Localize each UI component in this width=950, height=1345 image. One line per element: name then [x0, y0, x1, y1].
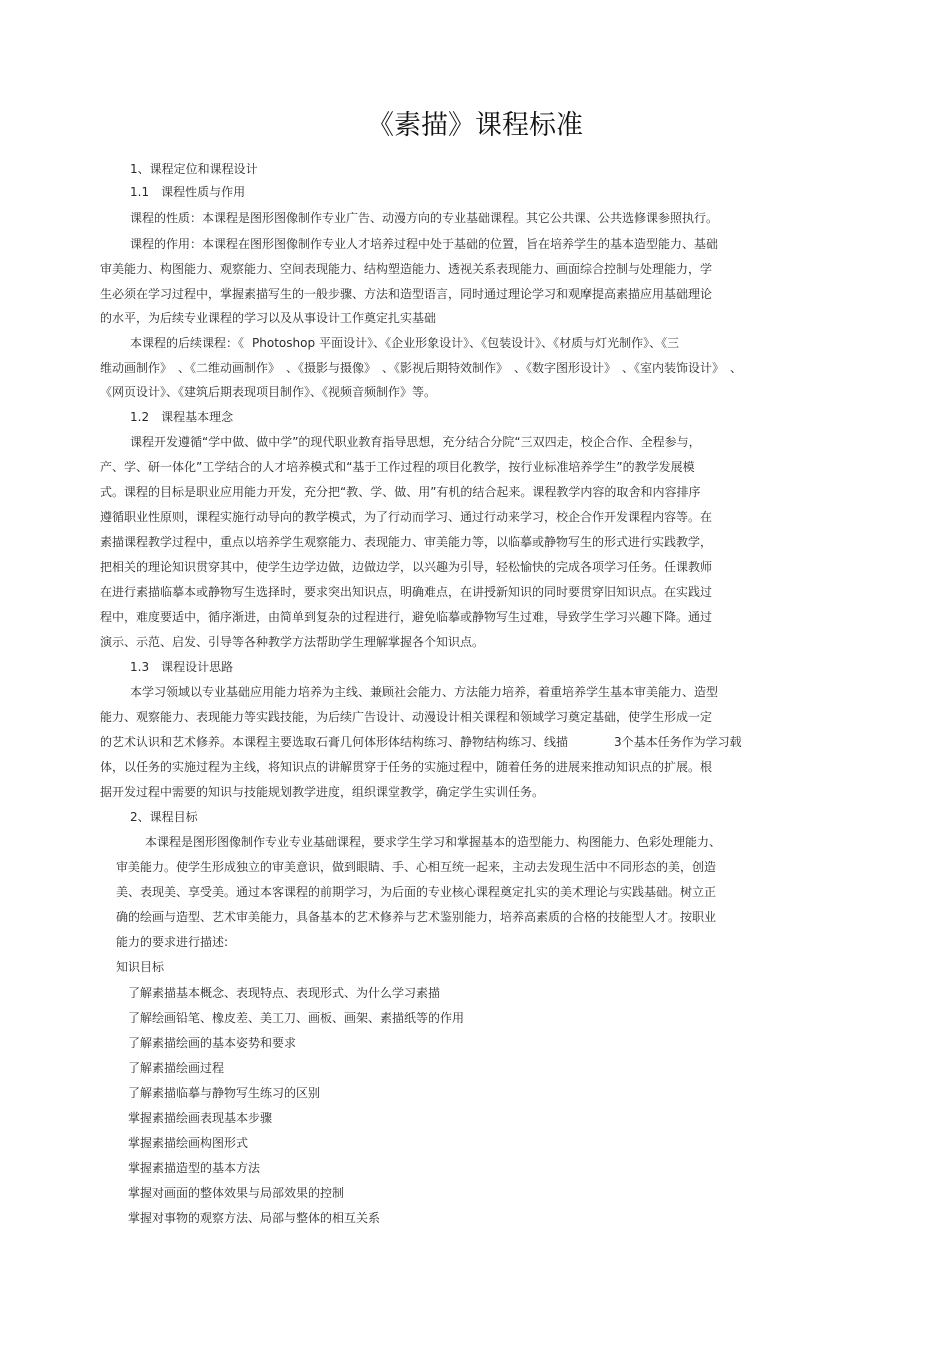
concept-line: 在进行素描临摹本或静物写生选择时，要求突出知识点，明确难点，在讲授新知识的同时要贯穿旧知识点。在实践过: [100, 585, 713, 599]
design-text: 3个基本任务作为学习载: [614, 735, 742, 749]
knowledge-goal-item: 了解素描绘画的基本姿势和要求: [128, 1036, 297, 1050]
knowledge-goal-item: 掌握素描绘画表现基本步骤: [128, 1111, 273, 1125]
knowledge-goal-item: 掌握对画面的整体效果与局部效果的控制: [128, 1186, 345, 1200]
subsection-1-3-heading: 1.3 课程设计思路: [130, 660, 234, 674]
design-line: 能力、观察能力、表现能力等实践技能，为后续广告设计、动漫设计相关课程和领域学习奠定基础，使学生形成一定: [100, 710, 713, 724]
followup-courses-line: 维动画制作》 、《二维动画制作》 、《摄影与摄像》 、《影视后期特效制作》 、《数字图形设计》 、《室内装饰设计》 、: [100, 361, 743, 375]
knowledge-goal-item: 掌握对事物的观察方法、局部与整体的相互关系: [128, 1211, 381, 1225]
design-line: [100, 734, 742, 750]
objective-line: 本课程是图形图像制作专业专业基础课程，要求学生学习和掌握基本的造型能力、构图能力、色彩处理能力、: [145, 835, 722, 849]
course-role-line: 课程的作用：本课程在图形图像制作专业人才培养过程中处于基础的位置，旨在培养学生的基本造型能力、基础: [130, 237, 719, 251]
design-line: 本学习领域以专业基础应用能力培养为主线、兼顾社会能力、方法能力培养，着重培养学生基本审美能力、造型: [130, 685, 719, 699]
design-line: 体，以任务的实施过程为主线，将知识点的讲解贯穿于任务的实施过程中，随着任务的进展来推动知识点的扩展。根: [100, 760, 713, 774]
section-1-heading: 1、课程定位和课程设计: [130, 162, 258, 176]
concept-line: 产、学、研一体化”工学结合的人才培养模式和“基于工作过程的项目化教学，按行业标准培养学生”的教学发展模: [100, 460, 695, 474]
knowledge-goal-item: 掌握素描造型的基本方法: [128, 1161, 261, 1175]
objective-line: 确的绘画与造型、艺术审美能力，具备基本的艺术修养与艺术鉴别能力，培养高素质的合格的技能型人才。按职业: [116, 910, 717, 924]
course-role-line: 审美能力、构图能力、观察能力、空间表现能力、结构塑造能力、透视关系表现能力、画面综合控制与处理能力，学: [100, 262, 713, 276]
followup-courses-line: 《网页设计》、《建筑后期表现项目制作》、《视频音频制作》等。: [100, 385, 437, 399]
subsection-1-1-heading: 1.1 课程性质与作用: [130, 185, 246, 199]
concept-line: 式。课程的目标是职业应用能力开发，充分把“教、学、做、用”有机的结合起来。课程教学内容的取舍和内容排序: [100, 485, 701, 499]
knowledge-goal-item: 了解素描临摹与静物写生练习的区别: [128, 1086, 321, 1100]
document-title: 《素描》课程标准: [367, 110, 583, 141]
concept-line: 演示、示范、启发、引导等各种教学方法帮助学生理解掌握各个知识点。: [100, 635, 485, 649]
section-2-heading: 2、课程目标: [130, 810, 198, 824]
concept-line: 课程开发遵循“学中做、做中学”的现代职业教育指导思想，充分结合分院“三双四走，校企合作、全程参与，: [130, 435, 701, 449]
followup-text: 本课程的后续课程：《: [130, 336, 245, 350]
objective-line: 能力的要求进行描述:: [116, 935, 229, 949]
subsection-1-2-heading: 1.2 课程基本理念: [130, 410, 234, 424]
design-text: 的艺术认识和艺术修养。本课程主要选取石膏几何体形体结构练习、静物结构练习、线描: [100, 735, 569, 749]
concept-line: 遵循职业性原则，课程实施行动导向的教学模式，为了行动而学习、通过行动来学习，校企合作开发课程内容等。在: [100, 510, 713, 524]
knowledge-goal-item: 了解素描基本概念、表现特点、表现形式、为什么学习素描: [128, 986, 441, 1000]
knowledge-goal-item: 了解素描绘画过程: [128, 1061, 225, 1075]
course-role-line: 的水平，为后续专业课程的学习以及从事设计工作奠定扎实基础: [100, 311, 437, 325]
objective-line: 美、表现美、享受美。通过本客课程的前期学习，为后面的专业核心课程奠定扎实的美术理论与实践基础。树立正: [116, 885, 717, 899]
knowledge-goals-heading: 知识目标: [116, 960, 165, 974]
followup-text: Photoshop: [252, 336, 316, 350]
knowledge-goal-item: 了解绘画铅笔、橡皮差、美工刀、画板、画架、素描纸等的作用: [128, 1011, 465, 1025]
followup-courses-line: [130, 335, 679, 351]
objective-line: 审美能力。使学生形成独立的审美意识，做到眼睛、手、心相互统一起来，主动去发现生活中不同形态的美，创造: [116, 860, 717, 874]
followup-text: 平面设计》、《企业形象设计》、《包装设计》、《材质与灯光制作》、《三: [319, 336, 680, 350]
course-role-line: 生必须在学习过程中，掌握素描写生的一般步骤、方法和造型语言，同时通过理论学习和观摩提高素描应用基础理论: [100, 287, 713, 301]
concept-line: 素描课程教学过程中，重点以培养学生观察能力、表现能力、审美能力等，以临摹或静物写生的形式进行实践教学，: [100, 535, 713, 549]
concept-line: 程中，难度要适中，循序渐进，由简单到复杂的过程进行，避免临摹或静物写生过难，导致学生学习兴趣下降。通过: [100, 610, 713, 624]
knowledge-goal-item: 掌握素描绘画构图形式: [128, 1136, 249, 1150]
design-line: 据开发过程中需要的知识与技能规划教学进度，组织课堂教学，确定学生实训任务。: [100, 785, 545, 799]
concept-line: 把相关的理论知识贯穿其中，使学生边学边做，边做边学，以兴趣为引导，轻松愉快的完成各项学习任务。任课教师: [100, 560, 713, 574]
course-nature-paragraph: 课程的性质：本课程是图形图像制作专业广告、动漫方向的专业基础课程。其它公共课、公共选修课参照执行。: [130, 211, 719, 225]
